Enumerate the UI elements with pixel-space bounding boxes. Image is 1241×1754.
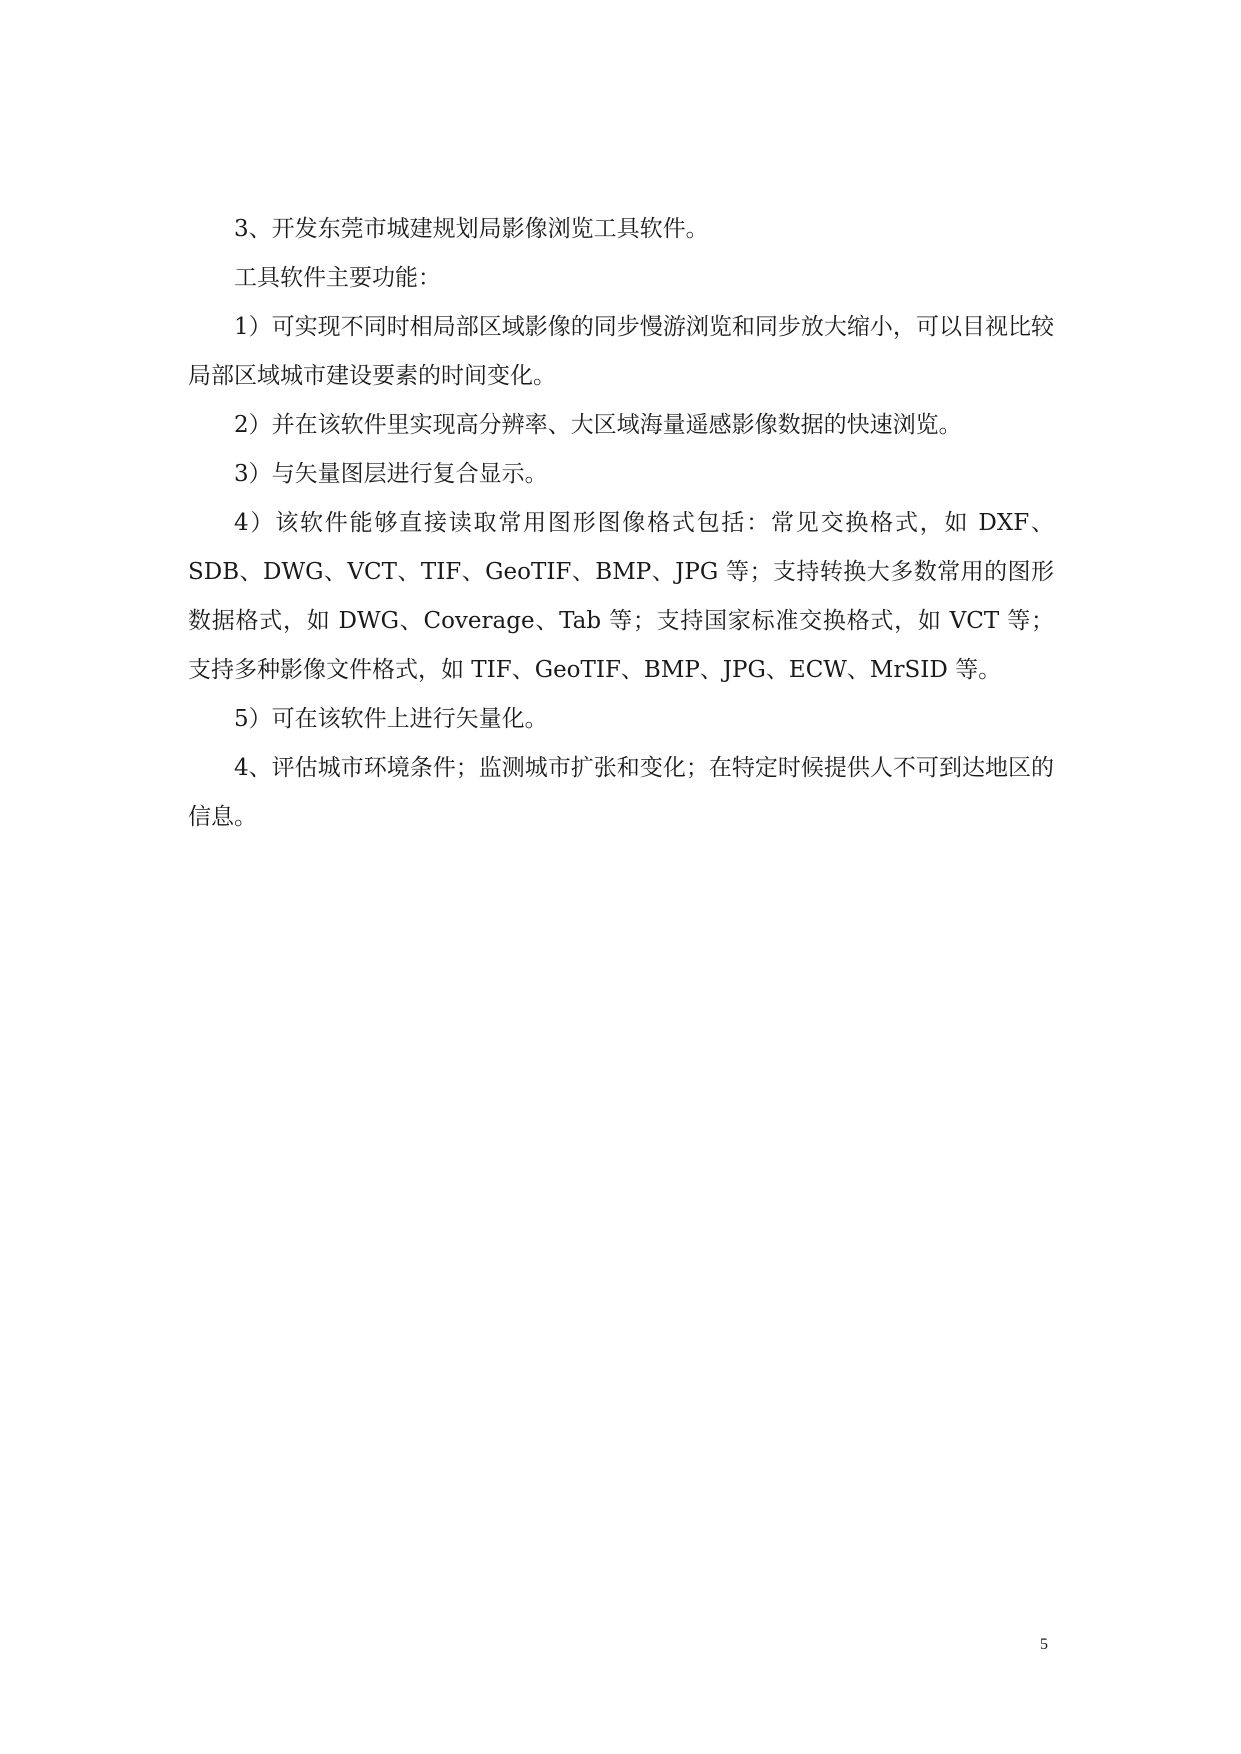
page-number: 5 — [1040, 1636, 1048, 1653]
feature-item-4: 4）该软件能够直接读取常用图形图像格式包括：常见交换格式，如 DXF、SDB、DWG、VCT、TIF、GeoTIF、BMP、JPG 等；支持转换大多数常用的图形数据格式，如 DWG、Coverage、Tab 等；支持国家标准交换格式，如 VCT 等；支持多种影像文件格式，如 TIF、GeoTIF、BMP、JPG、ECW、MrSID 等。 — [188, 510, 1054, 683]
feature-item-3: 3）与矢量图层进行复合显示。 — [234, 461, 548, 487]
section-heading-4: 4、评估城市环境条件；监测城市扩张和变化；在特定时候提供人不可到达地区的信息。 — [188, 755, 1054, 830]
features-heading: 工具软件主要功能： — [234, 265, 441, 291]
document-body — [188, 205, 1054, 842]
feature-item-1: 1）可实现不同时相局部区域影像的同步慢游浏览和同步放大缩小，可以目视比较局部区域城市建设要素的时间变化。 — [188, 314, 1054, 389]
feature-item-2: 2）并在该软件里实现高分辨率、大区域海量遥感影像数据的快速浏览。 — [234, 412, 962, 438]
feature-item-5: 5）可在该软件上进行矢量化。 — [234, 706, 548, 732]
section-heading-3: 3、开发东莞市城建规划局影像浏览工具软件。 — [234, 216, 709, 242]
